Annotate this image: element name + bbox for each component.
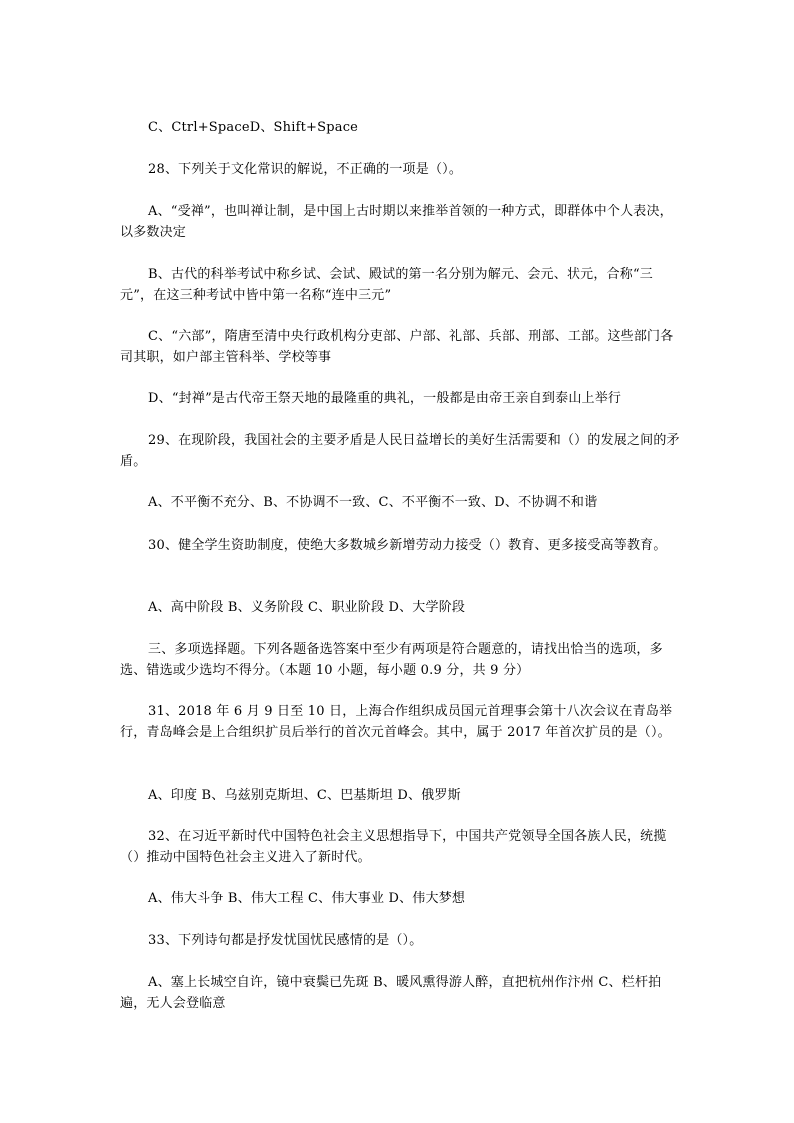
- question-28-option-b: B、古代的科举考试中称乡试、会试、殿试的第一名分别为解元、会元、状元，合称“三元”，在这三种考试中皆中第一名称“连中三元”: [120, 267, 653, 303]
- question-29-options: A、不平衡不充分、B、不协调不一致、C、不平衡不一致、D、不协调不和谐: [148, 495, 598, 510]
- question-31: 31、2018 年 6 月 9 日至 10 日，上海合作组织成员国元首理事会第十八次会议在青岛举行，青岛峰会是上合组织扩员后举行的首次元首峰会。其中，属于 2017 年首次扩员的是（）。: [120, 704, 673, 740]
- question-28-option-c: C、“六部”，隋唐至清中央行政机构分吏部、户部、礼部、兵部、刑部、工部。这些部门各司其职，如户部主管科举、学校等事: [120, 329, 674, 365]
- question-28: 28、下列关于文化常识的解说，不正确的一项是（）。: [148, 162, 463, 177]
- question-30: 30、健全学生资助制度，使绝大多数城乡新增劳动力接受（）教育、更多接受高等教育。: [148, 538, 667, 553]
- section-3-instructions: 三、多项选择题。下列各题备选答案中至少有两项是符合题意的，请找出恰当的选项，多选、错选或少选均不得分。（本题 10 小题，每小题 0.9 分，共 9 分）: [120, 642, 663, 678]
- question-32: 32、在习近平新时代中国特色社会主义思想指导下，中国共产党领导全国各族人民，统揽（）推动中国特色社会主义进入了新时代。: [120, 829, 667, 865]
- question-30-options: A、高中阶段 B、义务阶段 C、职业阶段 D、大学阶段: [148, 600, 466, 615]
- question-28-option-a: A、“受禅”，也叫禅让制，是中国上古时期以来推举首领的一种方式，即群体中个人表决，以多数决定: [120, 204, 673, 240]
- question-29: 29、在现阶段，我国社会的主要矛盾是人民日益增长的美好生活需要和（）的发展之间的矛盾。: [120, 433, 680, 469]
- question-33-options: A、塞上长城空自许，镜中衰鬓已先斑 B、暖风熏得游人醉，直把杭州作汴州 C、栏杆拍遍，无人会登临意: [120, 975, 662, 1011]
- question-32-options: A、伟大斗争 B、伟大工程 C、伟大事业 D、伟大梦想: [148, 891, 466, 906]
- paragraph-option-c-ctrl-space: C、Ctrl+SpaceD、Shift+Space: [148, 120, 359, 135]
- question-28-option-d: D、“封禅”是古代帝王祭天地的最隆重的典礼，一般都是由帝王亲自到泰山上举行: [148, 391, 622, 406]
- question-31-options: A、印度 B、乌兹别克斯坦、C、巴基斯坦 D、俄罗斯: [148, 788, 461, 803]
- question-33: 33、下列诗句都是抒发忧国忧民感情的是（）。: [148, 933, 423, 948]
